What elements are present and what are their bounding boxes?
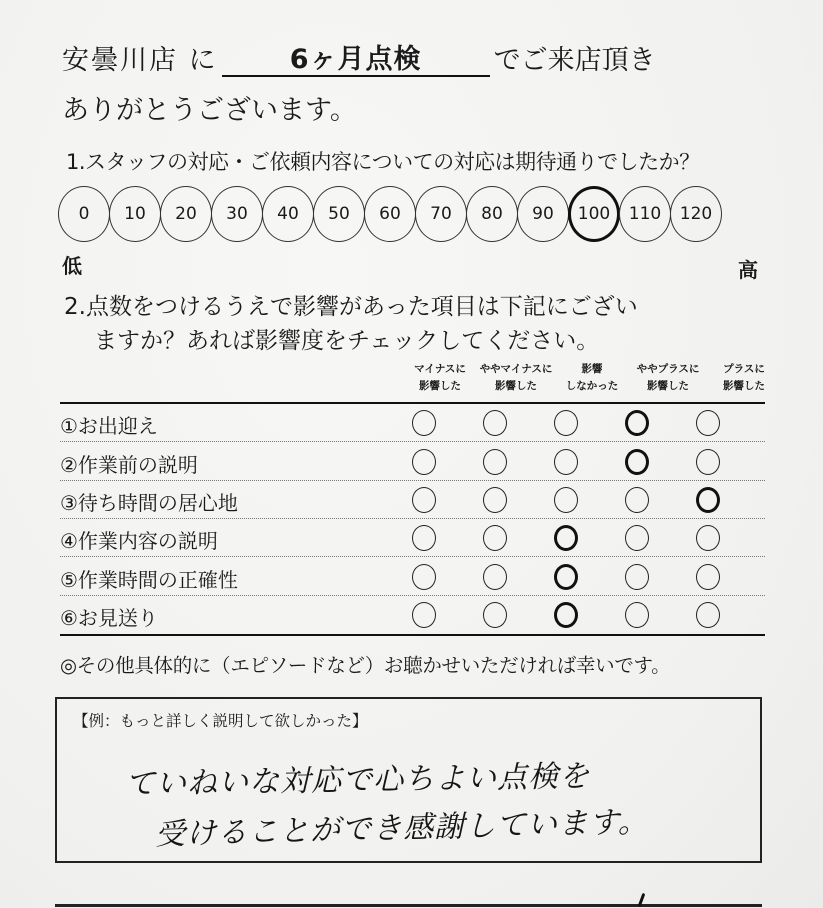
column-header [554,361,630,395]
row-label: ⑤作業時間の正確性 [60,568,238,592]
particle: に [188,45,218,76]
impact-radio[interactable] [554,564,578,590]
store-name: 安曇川店 [62,45,178,76]
satisfaction-scale [58,186,721,242]
row-label: ⑥お見送り [60,606,158,630]
table-bottom-rule [60,634,765,636]
column-header [478,361,554,395]
impact-radio[interactable] [554,449,578,475]
impact-radio[interactable] [412,487,436,513]
column-header-line-1: プラスに [723,363,765,375]
handwritten-comment-line-1: ていねいな対応で心ちよい点検を [124,758,591,803]
scale-option-50[interactable]: 50 [313,186,365,242]
low-label: 低 [62,254,82,278]
handwritten-comment-line-2: 受けることができ感謝しています。 [154,804,650,853]
high-label: 高 [738,258,758,282]
column-header-line-2: 影響した [647,380,689,392]
row-label: ①お出迎え [60,414,158,438]
table-row [60,558,765,596]
impact-radio[interactable] [412,525,436,551]
scale-option-0[interactable]: 0 [58,186,110,242]
impact-radio[interactable] [412,564,436,590]
column-header-line-1: 影響 [581,363,603,375]
impact-radio[interactable] [625,449,649,475]
impact-radio[interactable] [483,487,507,513]
impact-radio[interactable] [696,487,720,513]
impact-radio[interactable] [625,602,649,628]
scale-option-30[interactable]: 30 [211,186,263,242]
impact-radio[interactable] [625,410,649,436]
comment-box[interactable] [55,697,762,863]
scale-option-40[interactable]: 40 [262,186,314,242]
impact-radio[interactable] [483,525,507,551]
scale-option-70[interactable]: 70 [415,186,467,242]
row-label: ④作業内容の説明 [60,529,218,553]
impact-radio[interactable] [696,410,720,436]
row-options [412,410,767,436]
impact-radio[interactable] [483,602,507,628]
row-options [412,449,767,475]
column-header-line-1: ややマイナスに [479,363,553,375]
visit-purpose-value: 6ヶ月点検 [289,44,422,75]
table-row [60,519,765,557]
column-header-line-2: しなかった [565,380,619,392]
column-header-line-2: 影響した [495,380,537,392]
scale-option-10[interactable]: 10 [109,186,161,242]
column-header-line-1: マイナスに [414,363,466,375]
row-label: ③待ち時間の居心地 [60,491,238,515]
table-row [60,404,765,442]
impact-radio[interactable] [554,487,578,513]
visit-purpose-field[interactable] [222,45,490,77]
row-divider [60,441,765,442]
impact-radio[interactable] [554,602,578,628]
row-options [412,525,767,551]
impact-radio[interactable] [483,564,507,590]
scale-option-110[interactable]: 110 [619,186,671,242]
row-options [412,602,767,628]
row-divider [60,556,765,557]
column-header [706,361,782,395]
scale-option-60[interactable]: 60 [364,186,416,242]
impact-radio[interactable] [625,487,649,513]
impact-radio[interactable] [483,449,507,475]
column-header [630,361,706,395]
impact-radio[interactable] [696,602,720,628]
impact-radio[interactable] [696,449,720,475]
scale-option-80[interactable]: 80 [466,186,518,242]
greeting-line-1 [62,38,656,77]
comment-prompt: ◎その他具体的に（エピソードなど）お聴かせいただければ幸いです。 [60,654,671,677]
impact-radio[interactable] [625,564,649,590]
scale-option-20[interactable]: 20 [160,186,212,242]
column-header-line-1: ややプラスに [636,363,700,375]
comment-example: 【例：もっと詳しく説明して欲しかった】 [73,712,368,730]
impact-radio[interactable] [696,564,720,590]
column-header-line-2: 影響した [723,380,765,392]
row-options [412,564,767,590]
impact-column-headers [402,361,782,395]
impact-radio[interactable] [554,410,578,436]
column-header [402,361,478,395]
scale-option-100[interactable]: 100 [568,186,620,242]
bottom-rule [55,904,762,907]
scale-option-120[interactable]: 120 [670,186,722,242]
scale-option-90[interactable]: 90 [517,186,569,242]
question-1-text: 1.スタッフの対応・ご依頼内容についての対応は期待通りでしたか？ [66,150,700,174]
impact-radio[interactable] [625,525,649,551]
row-options [412,487,767,513]
impact-radio[interactable] [412,410,436,436]
question-2-line-2: ますか？あれば影響度をチェックしてください。 [94,328,600,354]
impact-radio[interactable] [483,410,507,436]
impact-radio[interactable] [412,449,436,475]
table-row [60,481,765,519]
row-label: ②作業前の説明 [60,453,198,477]
question-2-text [64,290,638,358]
column-header-line-2: 影響した [419,380,461,392]
table-row [60,443,765,481]
greeting-suffix: でご来店頂き [493,45,656,76]
table-row [60,596,765,634]
question-2-line-1: 2.点数をつけるうえで影響があった項目は下記にござい [64,294,638,320]
impact-radio[interactable] [554,525,578,551]
greeting-line-2: ありがとうございます。 [62,95,357,126]
impact-radio[interactable] [412,602,436,628]
impact-radio[interactable] [696,525,720,551]
